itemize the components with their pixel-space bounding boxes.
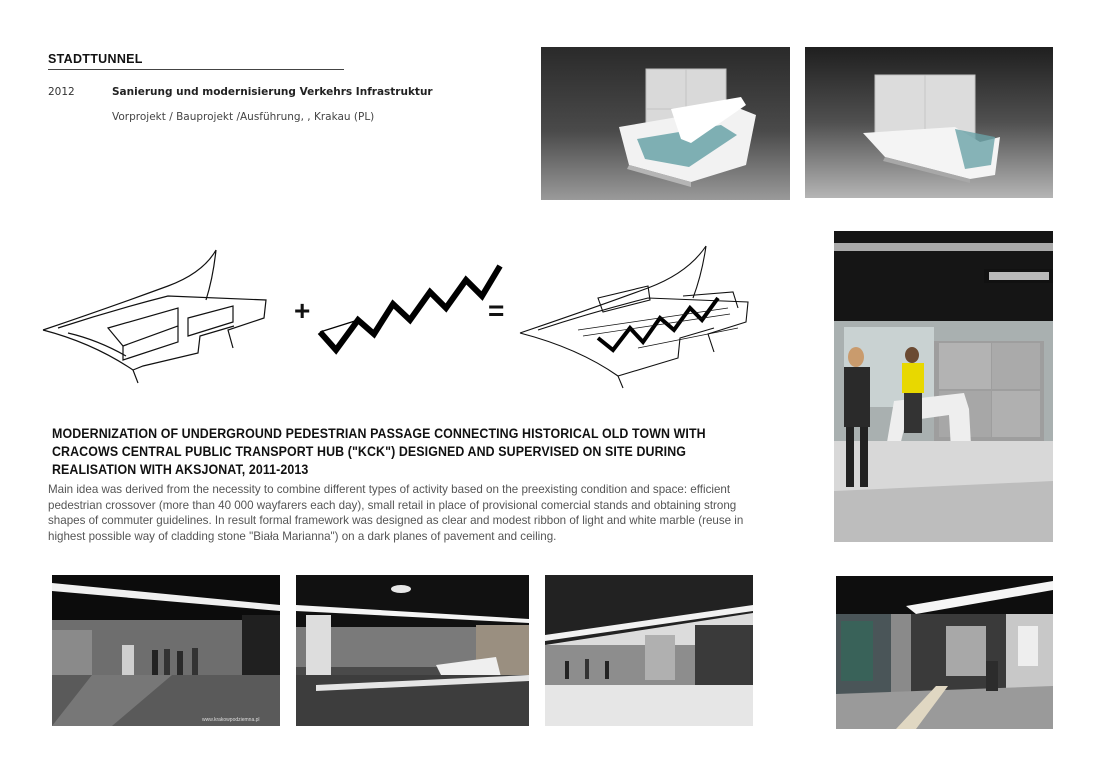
photo-passage-crowd bbox=[52, 575, 280, 726]
photo-watermark: www.krakowpodziemna.pl bbox=[202, 717, 260, 723]
combined-ribbon bbox=[598, 298, 718, 350]
equals-symbol: = bbox=[488, 295, 505, 326]
render-kiosk-front bbox=[541, 47, 790, 200]
project-description: Main idea was derived from the necessity to combine different types of activity based on the preexisting condition and space: efficient pedestrian crossover (more than 40 000 wayfarers each day), small retail in place of provisional comercial stands and obtaining strong shapes of commuter guidelines. In result formal framework was designed as clear and modest ribbon of light and white marble (reuse in highest possible way of cladding stone "Biała Marianna") on a dark planes of pavement and ceiling. bbox=[48, 483, 744, 544]
title-underline bbox=[48, 69, 344, 70]
concept-diagram bbox=[38, 238, 778, 398]
project-headline: MODERNIZATION OF UNDERGROUND PEDESTRIAN PASSAGE CONNECTING HISTORICAL OLD TOWN WITH CRACOWS CENTRAL PUBLIC TRANSPORT HUB ("KCK") DESIGNED AND SUPERVISED ON SITE DURING REALISATION WITH AKSJONAT, 2011-2013 bbox=[52, 426, 706, 477]
ribbon-zigzag-sketch bbox=[320, 266, 500, 350]
photo-kiosk-in-passage bbox=[834, 231, 1053, 542]
project-title: STADTTUNNEL bbox=[48, 52, 143, 66]
project-subtitle: Sanierung und modernisierung Verkehrs Infrastruktur bbox=[112, 86, 433, 98]
photo-passage-lit-corridor bbox=[836, 576, 1053, 729]
plus-symbol: + bbox=[294, 295, 311, 326]
project-phases: Vorprojekt / Bauprojekt /Ausführung, , Krakau (PL) bbox=[112, 111, 375, 123]
combined-structure-sketch bbox=[520, 246, 748, 388]
render-kiosk-side bbox=[805, 47, 1053, 198]
photo-passage-corridor bbox=[545, 575, 753, 726]
photo-passage-empty bbox=[296, 575, 529, 726]
project-year: 2012 bbox=[48, 86, 75, 98]
tunnel-structure-sketch bbox=[43, 250, 266, 383]
